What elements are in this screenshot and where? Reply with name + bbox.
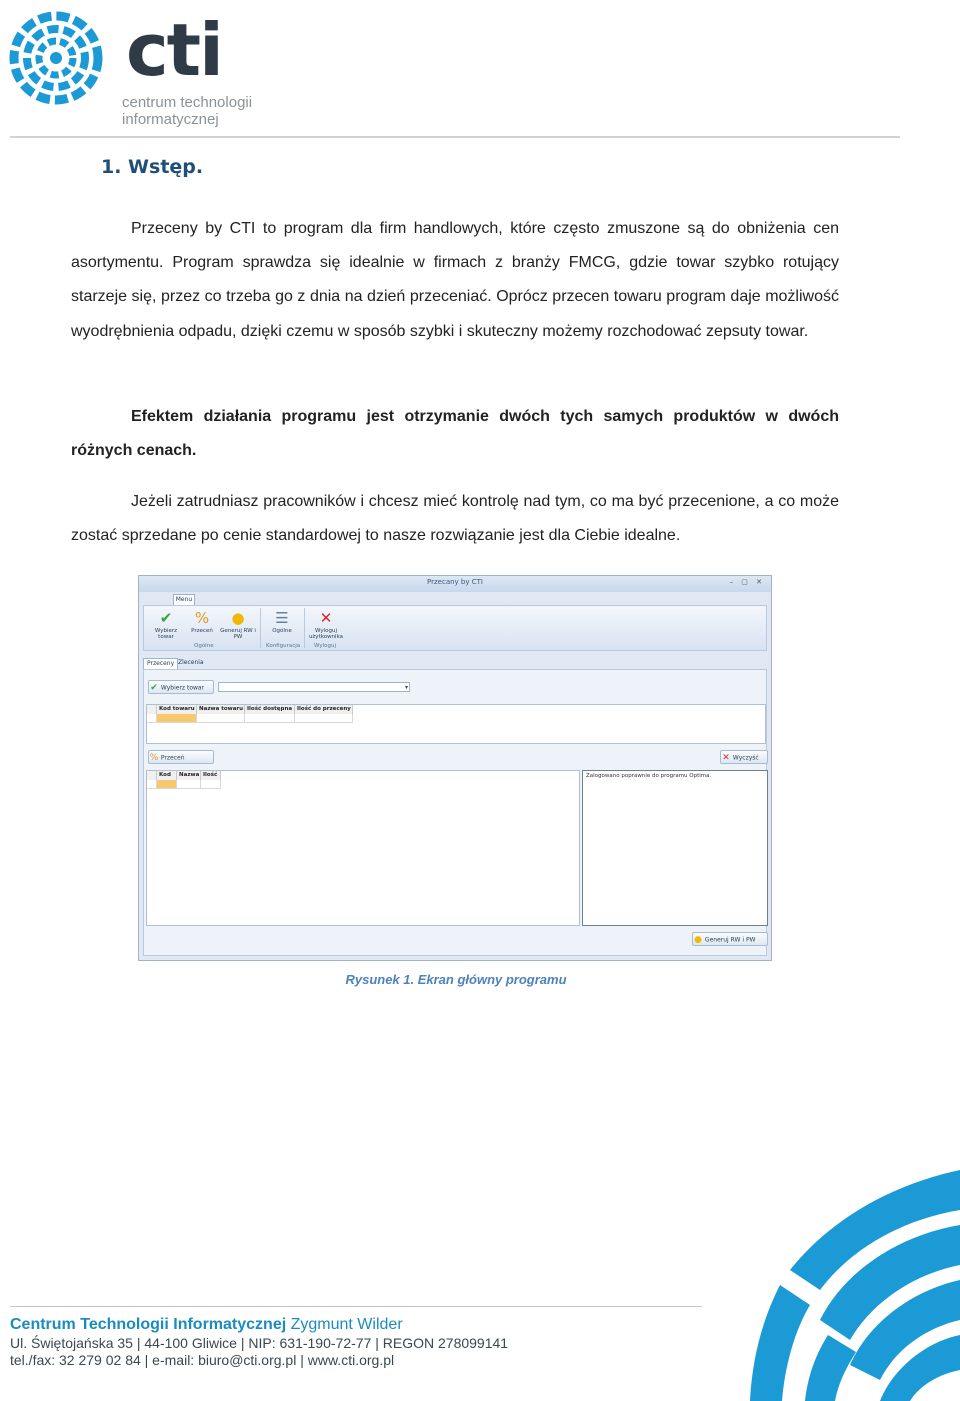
percent-icon: % [149, 753, 159, 763]
app-title: Przecany by CTI [427, 578, 483, 586]
close-red-icon: ✕ [319, 609, 333, 627]
app-titlebar [139, 576, 771, 592]
paragraph-intro: Przeceny by CTI to program dla firm handlowych, które często zmuszone są do obniżenia cen asortymentu. Program sprawdza się idealnie w firmach z branży FMCG, gdzie towar szybko rotujący starzeje się, przez co trzeba go z dnia na dzień przeceniać. Oprócz przecen towaru program daje możliwość wyodrębnienia odpadu, dzięki czemu w sposób szybki i skuteczny możemy rozchodować zepsuty towar. [71, 220, 839, 340]
table-row[interactable] [147, 780, 157, 789]
grid-header-product-code: Kod towaru [157, 705, 197, 714]
check-icon: ✔ [150, 683, 158, 693]
logo-tagline-line2: informatycznej [122, 111, 219, 128]
clear-button[interactable] [720, 750, 768, 764]
ribbon-button-label: Generuj RW i PW [220, 628, 256, 640]
figure-caption: Rysunek 1. Ekran główny programu [345, 972, 567, 987]
select-product-button[interactable] [148, 680, 214, 694]
check-icon: ✔ [159, 609, 173, 627]
footer-company-name: Centrum Technologii Informatycznej [10, 1316, 287, 1333]
products-grid [146, 704, 766, 744]
app-main-panel [143, 669, 767, 956]
section-heading: 1. Wstęp. [101, 156, 204, 178]
clear-label: Wyczyść [732, 754, 759, 762]
discount-label: Przeceń [160, 754, 185, 762]
cti-logo-mark-icon [8, 8, 108, 108]
gear-gold-icon: ● [231, 609, 245, 627]
menu-tab[interactable]: Menu [173, 594, 195, 606]
footer-divider [10, 1306, 702, 1307]
footer-address: Ul. Świętojańska 35 | 44-100 Gliwice | NIP: 631-190-72-77 | REGON 278099141 [10, 1335, 509, 1351]
generate-rw-pw-button[interactable] [692, 932, 768, 946]
grid-header-code: Kod [157, 771, 177, 780]
ribbon-button-label: Wyloguj użytkownika [308, 628, 344, 640]
settings-list-icon: ☰ [275, 609, 289, 627]
product-combobox[interactable] [218, 682, 410, 692]
grid-row-header [147, 705, 157, 714]
header-divider [10, 136, 900, 138]
window-controls[interactable]: – ▢ ✕ [729, 578, 765, 586]
grid-header-discount-qty: Ilość do przeceny [295, 705, 353, 714]
footer-company [10, 1316, 403, 1334]
app-window-figure [138, 575, 772, 961]
ribbon [143, 605, 767, 651]
grid-header-name: Nazwa [179, 772, 200, 778]
ribbon-discount-button[interactable] [184, 608, 220, 642]
grid-header-available-qty: Ilość dostępna [245, 705, 295, 714]
ribbon-button-label: Wybierz towar [154, 628, 178, 640]
ribbon-group-logout: Wyloguj [314, 643, 336, 649]
ribbon-button-label: Przeceń [191, 628, 213, 634]
discount-button[interactable] [148, 750, 214, 764]
gear-gold-icon: ● [694, 935, 702, 945]
ribbon-group-separator [260, 608, 261, 648]
grid-row-header [147, 771, 157, 780]
discount-grid [146, 770, 580, 926]
ribbon-button-label: Ogólne [272, 628, 292, 634]
grid-selected-cell[interactable] [157, 714, 197, 723]
chevron-down-icon: ▾ [404, 684, 408, 691]
grid-selected-cell[interactable] [157, 780, 177, 789]
log-textbox[interactable]: Zalogowano poprawnie do programu Optima. [582, 770, 768, 926]
tab-przeceny[interactable]: Przeceny [143, 658, 178, 669]
tab-zlecenia[interactable]: Zlecenia [178, 659, 204, 666]
logo-tagline-line1: centrum technologii [122, 94, 253, 111]
ribbon-logout-button[interactable] [308, 608, 344, 642]
grid-header-product-name: Nazwa towaru [199, 706, 244, 712]
paragraph-effect: Efektem działania programu jest otrzymanie dwóch tych samych produktów w dwóch różnych cenach. [71, 408, 839, 460]
ribbon-generate-button[interactable] [220, 608, 256, 642]
logo-tagline [122, 94, 252, 128]
grid-cell[interactable] [197, 714, 245, 723]
footer-company-owner: Zygmunt Wilder [286, 1316, 403, 1333]
select-product-label: Wybierz towar [160, 684, 205, 692]
grid-cell[interactable] [295, 714, 353, 723]
footer-contact: tel./fax: 32 279 02 84 | e-mail: biuro@cti.org.pl | www.cti.org.pl [10, 1352, 395, 1368]
ribbon-group-general: Ogólne [194, 643, 214, 649]
logo-wordmark: cti [126, 8, 222, 92]
grid-header-qty: Ilość [201, 771, 221, 780]
grid-cell[interactable] [245, 714, 295, 723]
grid-cell[interactable] [201, 780, 221, 789]
ribbon-group-separator [304, 608, 305, 648]
cti-footer-mark-icon [730, 1170, 960, 1401]
table-row[interactable] [147, 714, 157, 723]
ribbon-general-settings-button[interactable] [264, 608, 300, 642]
cti-logo [8, 8, 258, 132]
grid-cell[interactable] [177, 780, 201, 789]
ribbon-group-config: Konfiguracja [266, 643, 301, 649]
close-red-icon: ✕ [722, 753, 730, 763]
ribbon-select-product-button[interactable] [148, 608, 184, 642]
paragraph-control: Jeżeli zatrudniasz pracowników i chcesz mieć kontrolę nad tym, co ma być przecenione, a co może zostać sprzedane po cenie standardowej to nasze rozwiązanie jest dla Ciebie idealne. [71, 493, 839, 545]
generate-label: Generuj RW i PW [704, 936, 756, 944]
percent-icon: % [194, 609, 210, 627]
